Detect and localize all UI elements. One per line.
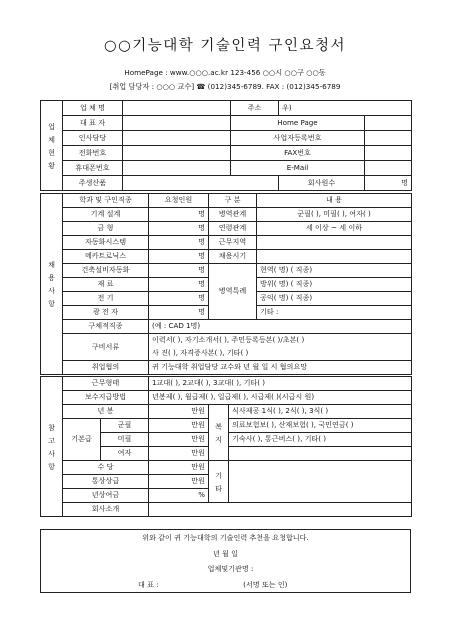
bonus-label: 통상상급 [63,475,149,489]
dept-item: 금 형 [63,222,149,236]
count-header: 요청인원 [149,194,209,208]
email-field[interactable] [365,161,412,176]
base-field[interactable]: 만원 [149,447,209,461]
dept-item: 전 기 [63,292,149,306]
coop-field[interactable]: 귀 기능대학 취업담당 교수와 년 월 일 시 협의요망 [149,361,412,375]
base-row-label: 미필 [101,433,149,447]
docs-line-2[interactable]: 사 진( ), 자격증사본( ), 기타( ) [149,347,412,361]
allowance-field[interactable]: 만원 [149,461,209,475]
special-defense[interactable]: 방위( 명) ( 직종) [257,278,412,292]
dept-header: 학과 및 구인직종 [63,194,149,208]
period-field[interactable] [257,250,412,264]
military-options[interactable]: 군필( ), 미필( ), 여자( ) [257,208,412,222]
reference-table [40,376,412,517]
dept-count[interactable]: 명 [149,292,209,306]
annual-field[interactable]: 만원 [149,405,209,419]
mobile-field[interactable] [123,161,231,176]
pay-label: 보수지급방법 [63,391,149,405]
age-range[interactable]: 세 이상 ~ 세 이하 [257,222,412,236]
hr-label: 인사담당 [63,131,123,146]
dorm-options[interactable]: 기숙사( ), 통근버스( ), 기타( ) [229,433,412,447]
dept-count[interactable]: 명 [149,208,209,222]
tel-label: 전화번호 [63,146,123,161]
coop-label: 취업협의 [63,361,149,375]
special-active[interactable]: 현역( 명) ( 직종) [257,264,412,278]
bizno-field[interactable] [365,131,412,146]
intro-field[interactable] [149,503,412,517]
work-options[interactable]: 1교대( ), 2교대( ), 3교대( ), 기타( ) [149,377,412,391]
etc-label: 기 타 [209,461,229,503]
company-name-label: 업 체 명 [63,101,123,116]
reference-section-label: 참 고 사 항 [41,377,63,517]
request-text: 위와 같이 귀 기능대학의 기술인력 추천을 요청합니다. [142,533,309,542]
employees-field[interactable]: 명 [365,176,412,191]
docs-label: 구비서류 [63,334,149,361]
base-row-label: 군필 [101,419,149,433]
special-label: 병역특례 [209,264,257,320]
work-label: 근무형태 [63,377,149,391]
dept-count[interactable]: 명 [149,264,209,278]
tel-field[interactable] [123,146,231,161]
fax-label: FAX번호 [231,146,365,161]
special-public[interactable]: 공익( 명) ( 직종) [257,292,412,306]
homepage-address: HomePage : www.○○○.ac.kr 123-456 ○○시 ○○구 ○○동 [124,68,326,77]
address-label: 주소 [231,101,279,116]
job-field[interactable]: (예 : CAD 1명) [149,320,412,334]
dept-count[interactable]: 명 [149,236,209,250]
bonus-field[interactable]: 만원 [149,475,209,489]
dept-item: 기계 설계 [63,208,149,222]
job-label: 구체적직종 [63,320,149,334]
base-label: 기본급 [63,419,101,461]
region-field[interactable] [257,236,412,250]
address-field[interactable]: 우) [279,101,412,116]
recruit-table [40,193,412,375]
date-line[interactable]: 년 월 일 [212,548,239,558]
rep-line [42,581,409,590]
company-table [40,100,412,191]
allowance-label: 수 당 [63,461,149,475]
fax-field[interactable] [365,146,412,161]
recruit-section-label: 채 용 사 항 [41,194,63,375]
content-header: 내 용 [257,194,412,208]
homepage-field[interactable] [365,116,412,131]
intro-label: 회사소개 [63,503,149,517]
dept-count[interactable]: 명 [149,250,209,264]
annual-label: 년 봉 [63,405,149,419]
special-etc[interactable]: 기타 : [257,306,412,320]
etc-field[interactable] [229,461,412,503]
region-label: 근무지역 [209,236,257,250]
pay-options[interactable]: 년봉제( ), 월급제( ), 일급제( ), 시급제( )(시급시 원) [149,391,412,405]
dept-count[interactable]: 명 [149,278,209,292]
ceo-field[interactable] [123,116,231,131]
mobile-label: 휴대폰번호 [63,161,123,176]
dept-item: 광 전 자 [63,306,149,320]
period-label: 채용시기 [209,250,257,264]
bizno-label: 사업자등록번호 [231,131,365,146]
docs-line-1[interactable]: 이력서( ), 자기소개서( ), 주민등록등본( )/초본( ) [149,334,412,348]
type-header: 구 분 [209,194,257,208]
contact-line: [취업 담당자 : ○○○ 교수] ☎ (012)345-6789. FAX : (012)345-6789 [109,82,341,91]
age-label: 연령관계 [209,222,257,236]
page-title: ○○기능대학 기술인력 구인요청서 [103,38,347,54]
hr-field[interactable] [123,131,231,146]
dept-count[interactable]: 명 [149,222,209,236]
base-field[interactable]: 만원 [149,419,209,433]
signature-table [40,529,411,593]
welfare-label: 복 지 [209,405,229,461]
signature-block [41,530,411,593]
raise-field[interactable]: % [149,489,209,503]
dept-count[interactable]: 명 [149,306,209,320]
raise-label: 년상여금 [63,489,149,503]
base-row-label: 여자 [101,447,149,461]
welfare-extra[interactable] [229,447,412,461]
dept-item: 자동화시스템 [63,236,149,250]
rep-label: 대 표 : [138,579,159,589]
ceo-label: 대 표 자 [63,116,123,131]
dept-item: 재 료 [63,278,149,292]
company-name-field[interactable] [123,101,231,116]
email-label: E-Mail [231,161,365,176]
dept-item: 메카트로닉스 [63,250,149,264]
company-sign-line[interactable]: 업체및기관명 : [207,564,254,573]
base-field[interactable]: 만원 [149,433,209,447]
insurance-options[interactable]: 의료보험보( ), 산재보험( ), 국민연금( ) [229,419,412,433]
military-label: 병역관계 [209,208,257,222]
meal-options[interactable]: 식사제공 1식( ), 2식( ), 3식( ) [229,405,412,419]
dept-item: 건축설비자동화 [63,264,149,278]
product-label: 주생산품 [63,176,123,191]
sign-hint: (서명 또는 인) [243,579,288,589]
product-field[interactable] [123,176,279,191]
company-section-label: 업 체 현 황 [41,101,63,191]
employees-label: 회사원수 [279,176,365,191]
homepage-label: Home Page [231,116,365,131]
